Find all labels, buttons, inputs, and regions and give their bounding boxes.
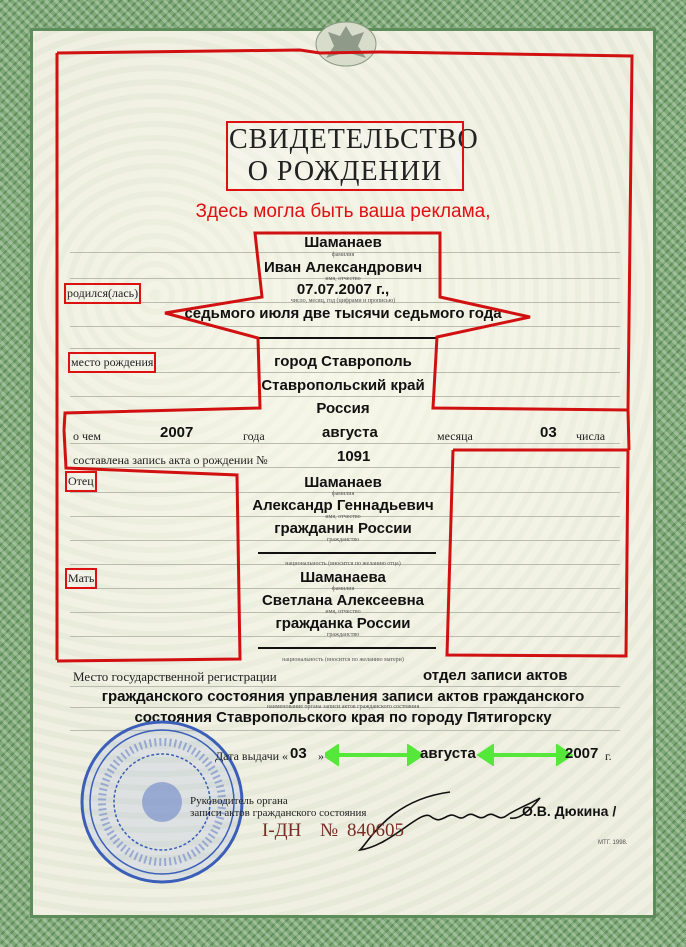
registration-line-2-label: наименование органа записи актов гражданского состояния bbox=[266, 704, 420, 710]
mother-surname: Шаманаева bbox=[300, 569, 386, 586]
child-name: Иван Александрович bbox=[263, 259, 423, 276]
birthplace-country: Россия bbox=[316, 400, 370, 417]
child-surname: Шаманаев bbox=[304, 234, 382, 251]
mother-name-label: имя, отчество bbox=[325, 609, 361, 615]
registration-line-1: отдел записи актов bbox=[423, 667, 568, 684]
born-label: родился(лась) bbox=[67, 286, 139, 300]
advertisement-annotation: Здесь могла быть ваша реклама, bbox=[195, 201, 491, 222]
record-month: августа bbox=[322, 424, 378, 441]
father-name-label: имя, отчество bbox=[325, 514, 361, 520]
father-surname: Шаманаев bbox=[304, 474, 382, 491]
about-label: о чем bbox=[73, 429, 101, 443]
issue-day: 03 bbox=[290, 745, 307, 762]
issue-year: 2007 bbox=[565, 745, 599, 762]
father-name: Александр Геннадьевич bbox=[252, 497, 434, 514]
father-nationality-line bbox=[258, 552, 436, 554]
father-surname-label: фамилия bbox=[331, 491, 355, 497]
issue-month: августа bbox=[420, 745, 476, 762]
document-number-sign: № bbox=[320, 820, 339, 841]
child-name-label: имя, отчество bbox=[325, 276, 361, 282]
birthplace-region: Ставропольский край bbox=[261, 377, 425, 394]
father-citizenship-label: гражданство bbox=[326, 537, 360, 543]
birth-date-label: число, месяц, год (цифрами и прописью) bbox=[290, 298, 396, 304]
father-label: Отец bbox=[68, 474, 94, 488]
printer-mark: МТГ. 1998. bbox=[598, 840, 628, 846]
birthplace-label: место рождения bbox=[71, 355, 154, 369]
record-number: 1091 bbox=[337, 448, 371, 465]
month-label: месяца bbox=[437, 429, 473, 443]
document-number: 840605 bbox=[347, 820, 404, 841]
document-series: I-ДН bbox=[262, 820, 302, 841]
signatory-role-line-1: Руководитель органа bbox=[190, 795, 288, 807]
issue-year-suffix: г. bbox=[605, 749, 612, 763]
mother-nationality-line bbox=[258, 647, 436, 649]
divider-line bbox=[258, 337, 436, 339]
father-nationality-label: национальность (вносится по желанию отца) bbox=[285, 561, 401, 567]
day-label: числа bbox=[576, 429, 606, 443]
mother-citizenship: гражданка России bbox=[275, 615, 411, 632]
birthplace-city: город Ставрополь bbox=[274, 353, 412, 370]
registration-line-2: гражданского состояния управления записи актов гражданского bbox=[101, 688, 585, 705]
record-year: 2007 bbox=[160, 424, 194, 441]
registration-line-3: состояния Ставропольского края по городу Пятигорску bbox=[134, 709, 552, 726]
father-citizenship: гражданин России bbox=[274, 520, 412, 537]
birth-date-digits: 07.07.2007 г., bbox=[296, 281, 390, 298]
child-surname-label: фамилия bbox=[331, 252, 355, 258]
mother-name: Светлана Алексеевна bbox=[261, 592, 425, 609]
record-label: составлена запись акта о рождении № bbox=[73, 453, 268, 467]
title-line-2: О РОЖДЕНИИ bbox=[247, 156, 443, 187]
mother-surname-label: фамилия bbox=[331, 586, 355, 592]
record-day: 03 bbox=[540, 424, 557, 441]
birth-date-words: седьмого июля две тысячи седьмого года bbox=[184, 305, 502, 322]
signatory-name: О.В. Дюкина / bbox=[522, 803, 617, 819]
issue-quote-close: » bbox=[318, 749, 324, 763]
mother-label: Мать bbox=[68, 571, 95, 585]
title-line-1: СВИДЕТЕЛЬСТВО bbox=[229, 124, 479, 155]
mother-nationality-label: национальность (вносится по желанию матери) bbox=[282, 657, 404, 663]
registration-label: Место государственной регистрации bbox=[73, 669, 277, 684]
issue-date-label: Дата выдачи « bbox=[215, 749, 289, 763]
year-label: года bbox=[243, 429, 265, 443]
coat-of-arms-emblem bbox=[312, 18, 380, 68]
mother-citizenship-label: гражданство bbox=[326, 632, 360, 638]
document-title bbox=[229, 124, 479, 188]
signatory-role-line-2: записи актов гражданского состояния bbox=[190, 807, 367, 819]
